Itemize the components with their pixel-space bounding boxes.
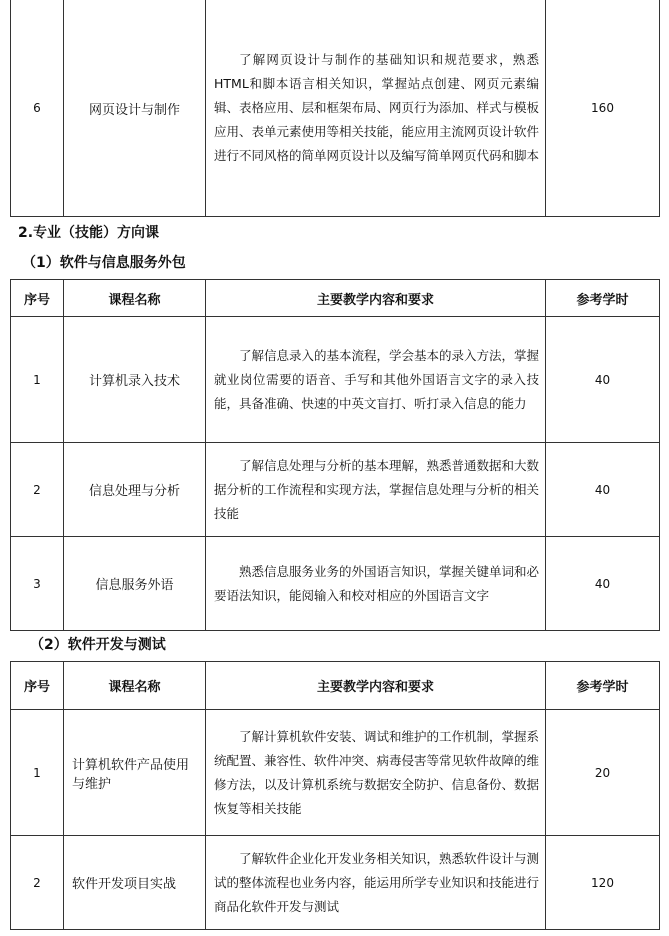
- course-hours: 40: [546, 537, 660, 631]
- table-row: [11, 710, 660, 836]
- header-num: 序号: [11, 662, 64, 710]
- section-title: 2.专业（技能）方向课: [18, 225, 160, 241]
- course-hours: 120: [546, 836, 660, 930]
- header-content: 主要教学内容和要求: [206, 280, 546, 317]
- course-name: 网页设计与制作: [64, 0, 206, 217]
- course-hours: 40: [546, 317, 660, 443]
- row-number: 2: [11, 443, 64, 537]
- table-row: [11, 317, 660, 443]
- course-content: 了解计算机软件安装、调试和维护的工作机制，掌握系统配置、兼容性、软件冲突、病毒侵害等常见软件故障的维修方法，以及计算机系统与数据安全防护、信息备份、数据恢复等相关技能: [206, 710, 546, 836]
- course-table-outsourcing: [10, 279, 660, 631]
- course-content: 了解信息录入的基本流程，学会基本的录入方法，掌握就业岗位需要的语音、手写和其他外国语言文字的录入技能，具备准确、快速的中英文盲打、听打录入信息的能力: [206, 317, 546, 443]
- course-name: 信息服务外语: [64, 537, 206, 631]
- header-name: 课程名称: [64, 280, 206, 317]
- course-hours: 20: [546, 710, 660, 836]
- header-content: 主要教学内容和要求: [206, 662, 546, 710]
- course-hours: 40: [546, 443, 660, 537]
- row-number: 2: [11, 836, 64, 930]
- course-content: 了解软件企业化开发业务相关知识，熟悉软件设计与测试的整体流程也业务内容，能运用所学专业知识和技能进行商品化软件开发与测试: [206, 836, 546, 930]
- group-title-outsourcing: （1）软件与信息服务外包: [22, 255, 186, 271]
- row-number: 1: [11, 317, 64, 443]
- course-content: 熟悉信息服务业务的外国语言知识，掌握关键单词和必要语法知识，能阅输入和校对相应的外国语言文字: [206, 537, 546, 631]
- course-content: 了解信息处理与分析的基本理解，熟悉普通数据和大数据分析的工作流程和实现方法，掌握信息处理与分析的相关技能: [206, 443, 546, 537]
- row-number: 3: [11, 537, 64, 631]
- table-header-row: [11, 280, 660, 317]
- table-row: [11, 836, 660, 930]
- course-name: 软件开发项目实战: [64, 836, 206, 930]
- table-row: [11, 537, 660, 631]
- course-name: 计算机软件产品使用与维护: [64, 710, 206, 836]
- row-number: 1: [11, 710, 64, 836]
- group-title-dev-testing: （2）软件开发与测试: [30, 637, 166, 653]
- course-hours: 160: [546, 0, 660, 217]
- header-hours: 参考学时: [546, 662, 660, 710]
- course-table-top: [10, 0, 660, 217]
- table-row: [11, 0, 660, 217]
- course-name: 信息处理与分析: [64, 443, 206, 537]
- course-name: 计算机录入技术: [64, 317, 206, 443]
- table-header-row: [11, 662, 660, 710]
- course-table-dev-testing: [10, 661, 660, 930]
- header-hours: 参考学时: [546, 280, 660, 317]
- header-name: 课程名称: [64, 662, 206, 710]
- row-number: 6: [11, 0, 64, 217]
- header-num: 序号: [11, 280, 64, 317]
- course-content: 了解网页设计与制作的基础知识和规范要求，熟悉HTML和脚本语言相关知识，掌握站点创建、网页元素编辑、表格应用、层和框架布局、网页行为添加、样式与模板应用、表单元素使用等相关技能，能应用主流网页设计软件进行不同风格的简单网页设计以及编写简单网页代码和脚本: [206, 0, 546, 217]
- table-row: [11, 443, 660, 537]
